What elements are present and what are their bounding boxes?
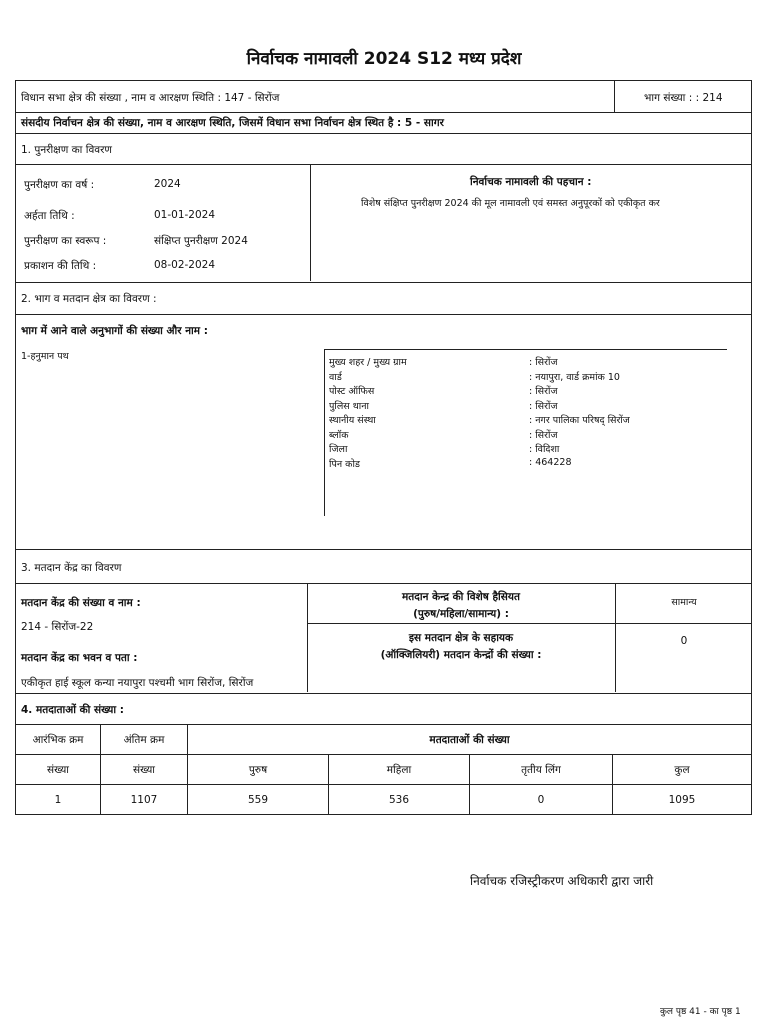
qualifying-date-label: अर्हता तिथि : [24,210,75,222]
electors-section [15,693,752,725]
parliament-label: संसदीय निर्वाचन क्षेत्र की संख्या, नाम व आरक्षण स्थिति, जिसमें विधान सभा निर्वाचन क्षेत्र स्थित है : 5 - सागर [21,117,444,129]
divider [614,81,615,112]
roll-identity-text: विशेष संक्षिप्त पुनरीक्षण 2024 की मूल नामावली एवं समस्त अनुपूरकों को एकीकृत कर [361,198,660,209]
male-count: 559 [188,785,329,815]
revision-section-title: 1. पुनरीक्षण का विवरण [21,144,113,156]
document-title: निर्वाचक नामावली 2024 S12 मध्य प्रदेश [246,49,522,69]
sections-label: भाग में आने वाले अनुभागों की संख्या और नाम : [21,325,208,337]
total-header: कुल [613,755,752,785]
divider [16,583,751,584]
end-serial-header-2: संख्या [101,755,188,785]
total-count: 1095 [613,785,752,815]
parliament-row [15,112,752,134]
electors-group-header: मतदाताओं की संख्या [188,725,752,755]
auxiliary-label-2: (ऑक्जिलियरी) मतदान केन्द्रों की संख्या : [380,649,542,661]
roll-form [15,80,753,817]
electors-table [15,724,752,815]
roll-identity-title: निर्वाचक नामावली की पहचान : [470,176,592,188]
assembly-label: विधान सभा क्षेत्र की संख्या , नाम व आरक्षण स्थिति : 147 - सिरोंज [21,92,280,104]
station-type-label: मतदान केन्द्र की विशेष हैसियत [402,591,520,603]
end-serial-value: 1107 [101,785,188,815]
start-serial-header-2: संख्या [16,755,101,785]
divider [16,164,751,165]
polling-section-title: 3. मतदान केंद्र का विवरण [21,562,122,574]
revision-year-value: 2024 [154,178,181,190]
revision-section [15,133,752,283]
detail-value: : विदिशा [529,444,560,455]
part-number: भाग संख्या : : 214 [644,92,723,104]
detail-label: पिन कोड [329,458,360,470]
revision-year-label: पुनरीक्षण का वर्ष : [24,179,95,191]
detail-label: जिला [329,444,348,455]
divider [307,623,751,624]
section-item: 1-हनुमान पथ [21,351,69,362]
detail-value: : 464228 [529,456,572,468]
detail-label: मुख्य शहर / मुख्य ग्राम [329,357,407,368]
page-counter: कुल पृष्ठ 41 - का पृष्ठ 1 [660,1007,741,1017]
third-gender-count: 0 [470,785,613,815]
detail-value: : सिरोंज [529,429,558,441]
detail-value: : नगर पालिका परिषद् सिरोंज [529,415,630,426]
publication-date-value: 08-02-2024 [154,259,216,271]
area-section [15,282,752,550]
start-serial-value: 1 [16,785,101,815]
female-count: 536 [329,785,470,815]
male-header: पुरुष [188,755,329,785]
auxiliary-label: इस मतदान क्षेत्र के सहायक [408,632,514,644]
publication-date-label: प्रकाशन की तिथि : [24,260,97,272]
detail-value: : सिरोंज [529,386,558,397]
detail-label: पोस्ट ऑफिस [329,386,375,397]
divider [324,349,727,350]
end-serial-header: अंतिम क्रम [101,725,188,755]
detail-label: वार्ड [329,371,342,383]
divider [310,164,311,281]
female-header: महिला [329,755,470,785]
assembly-row [15,80,752,113]
station-building-value: एकीकृत हाई स्कूल कन्या नयापुरा पश्चमी भाग सिरोंज, सिरोंज [21,677,254,689]
station-type-label-2: (पुरुष/महिला/सामान्य) : [413,608,509,620]
detail-label: स्थानीय संस्था [329,415,376,426]
station-number-value: 214 - सिरोंज-22 [21,621,94,633]
detail-label: पुलिस थाना [329,400,370,412]
detail-value: : सिरोंज [529,400,558,412]
detail-value: : नयापुरा, वार्ड क्रमांक 10 [529,371,620,383]
auxiliary-value: 0 [680,635,688,647]
revision-type-value: संक्षिप्त पुनरीक्षण 2024 [154,235,248,247]
station-number-label: मतदान केंद्र की संख्या व नाम : [21,597,141,609]
revision-type-label: पुनरीक्षण का स्वरूप : [24,235,107,247]
area-section-title: 2. भाग व मतदान क्षेत्र का विवरण : [21,293,157,305]
third-gender-header: तृतीय लिंग [470,755,613,785]
qualifying-date-value: 01-01-2024 [154,209,216,221]
issuing-authority: निर्वाचक रजिस्ट्रीकरण अधिकारी द्वारा जारी [470,874,654,888]
start-serial-header: आरंभिक क्रम [16,725,101,755]
polling-section [15,549,752,694]
electors-section-title: 4. मतदाताओं की संख्या : [21,704,124,716]
detail-value: : सिरोंज [529,357,558,368]
table-row [16,785,752,815]
divider [324,349,325,516]
detail-label: ब्लॉक [329,429,349,441]
divider [16,314,751,315]
station-type-value: सामान्य [671,597,697,608]
station-building-label: मतदान केंद्र का भवन व पता : [21,652,138,664]
